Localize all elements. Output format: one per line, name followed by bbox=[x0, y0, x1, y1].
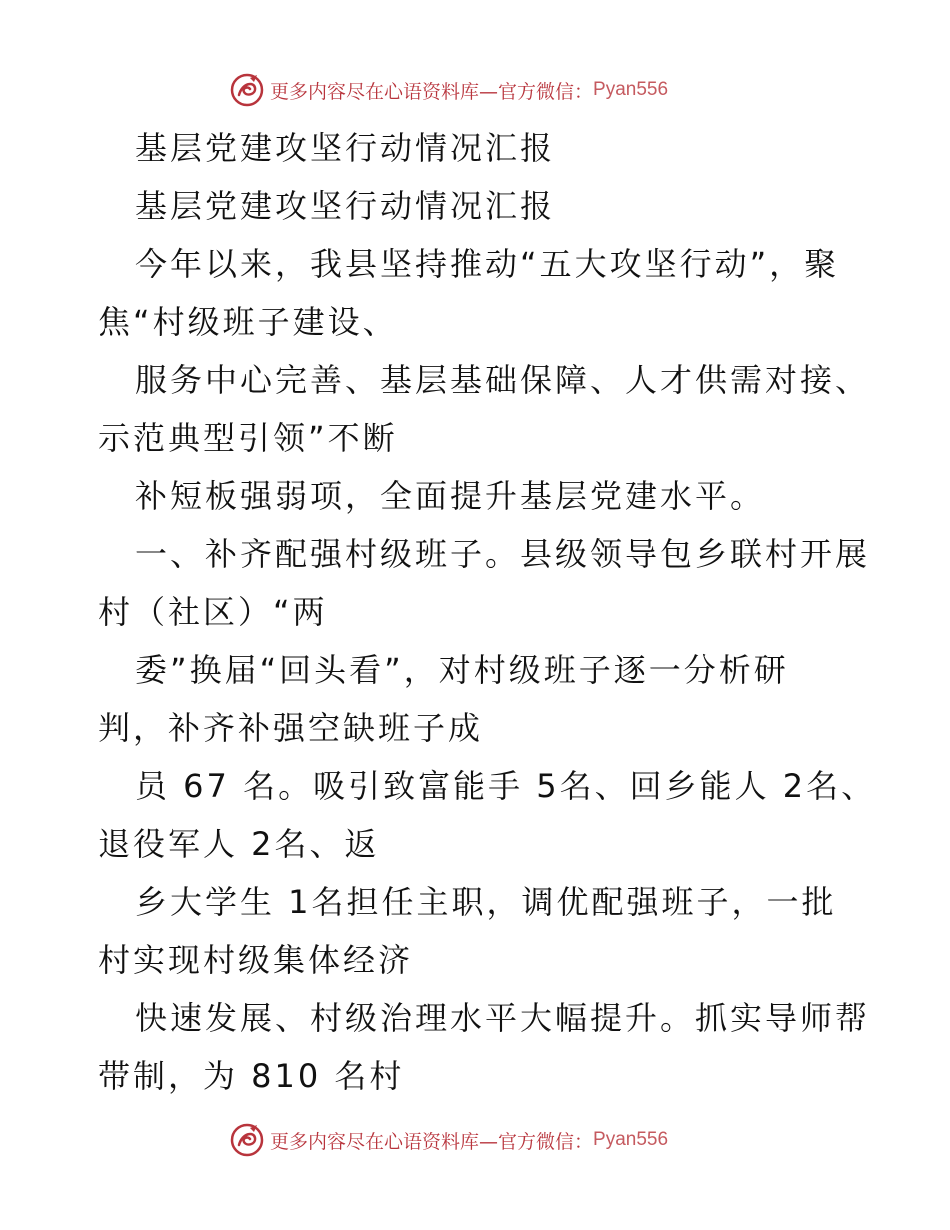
watermark-text: 更多内容尽在心语资料库—官方微信： bbox=[270, 1130, 594, 1153]
watermark-banner-bottom bbox=[230, 1120, 668, 1160]
watermark-text: 更多内容尽在心语资料库—官方微信： bbox=[270, 80, 594, 103]
document-line: 委”换届“回头看”，对村级班子逐一分析研 bbox=[135, 651, 789, 689]
document-line: 焦“村级班子建设、 bbox=[98, 303, 398, 341]
document-line: 乡大学生 1名担任主职，调优配强班子，一批 bbox=[135, 883, 837, 921]
red-seal-swirl-icon bbox=[230, 73, 264, 107]
document-line: 村（社区）“两 bbox=[98, 593, 328, 631]
watermark-account: Pyan556 bbox=[593, 79, 669, 100]
document-line: 基层党建攻坚行动情况汇报 bbox=[135, 187, 556, 225]
document-line: 示范典型引领”不断 bbox=[98, 419, 398, 457]
watermark-banner-top bbox=[230, 70, 668, 110]
document-line: 退役军人 2名、返 bbox=[98, 825, 380, 863]
document-line: 村实现村级集体经济 bbox=[98, 941, 414, 979]
document-line: 服务中心完善、基层基础保障、人才供需对接、 bbox=[135, 361, 871, 399]
document-line: 今年以来，我县坚持推动“五大攻坚行动”，聚 bbox=[135, 245, 840, 283]
document-title: 基层党建攻坚行动情况汇报 bbox=[135, 129, 556, 167]
document-line: 一、补齐配强村级班子。县级领导包乡联村开展 bbox=[135, 535, 871, 573]
document-line: 判，补齐补强空缺班子成 bbox=[98, 709, 484, 747]
document-line: 带制，为 810 名村 bbox=[98, 1057, 405, 1095]
document-line: 补短板强弱项，全面提升基层党建水平。 bbox=[135, 477, 766, 515]
document-line: 快速发展、村级治理水平大幅提升。抓实导师帮 bbox=[135, 999, 871, 1037]
red-seal-swirl-icon bbox=[230, 1123, 264, 1157]
document-line: 员 67 名。吸引致富能手 5名、回乡能人 2名、 bbox=[135, 767, 877, 805]
watermark-account: Pyan556 bbox=[593, 1129, 669, 1150]
